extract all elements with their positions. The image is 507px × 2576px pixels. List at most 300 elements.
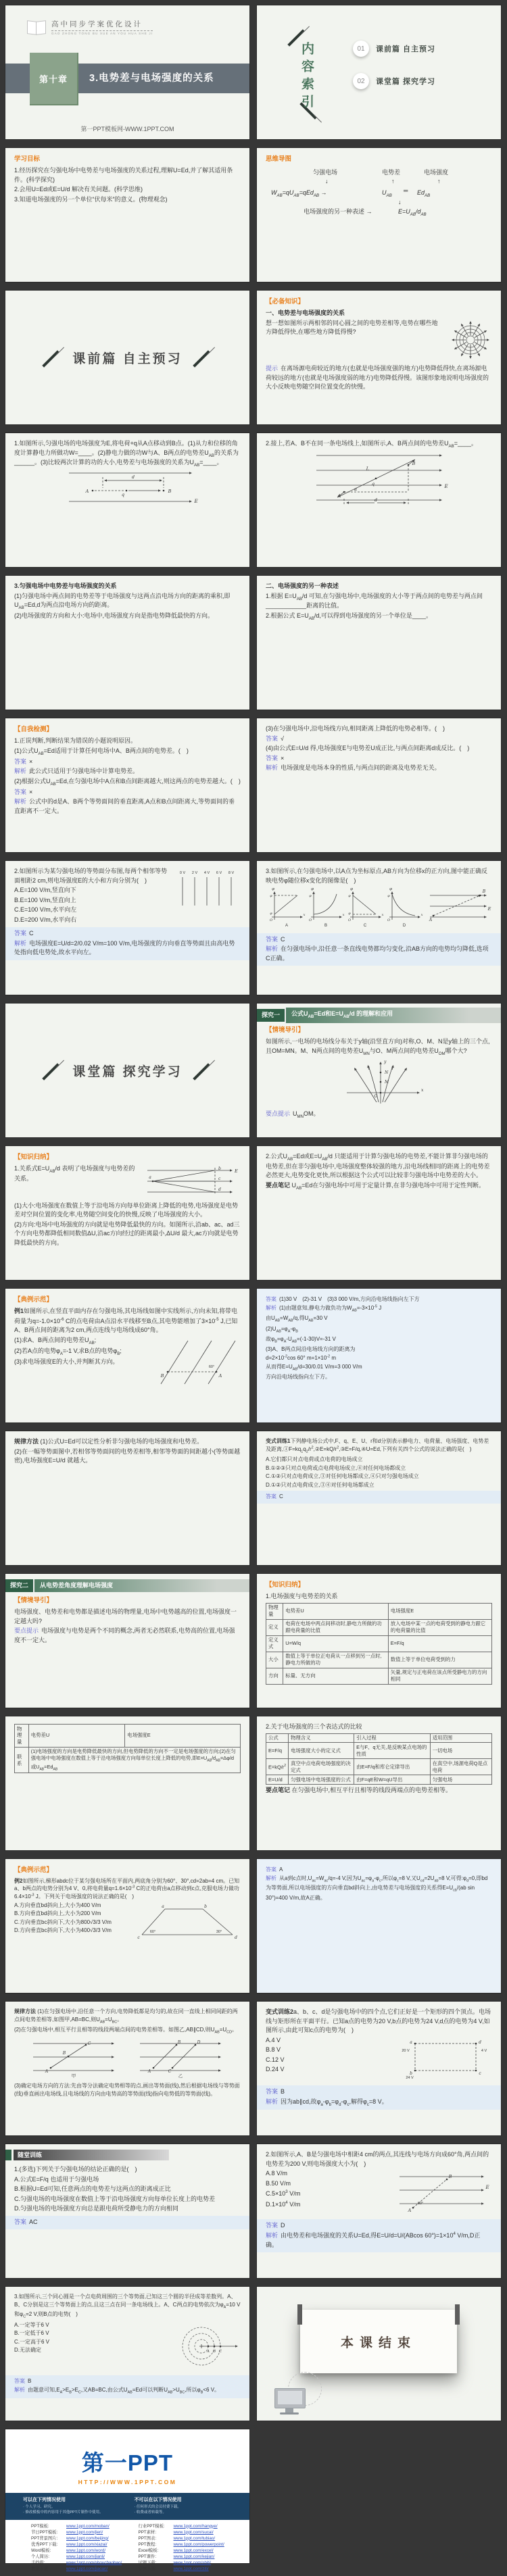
table-cell: 定义式 xyxy=(266,1635,283,1652)
mindmap-node: 电场强度 xyxy=(424,169,449,176)
slide-28-content[interactable] xyxy=(257,1859,501,1993)
link-row xyxy=(139,2542,230,2548)
brand-url[interactable]: HTTP://WWW.1PPT.COM xyxy=(78,2479,177,2485)
labeled-text: 电场强度E=U/d=2/0.02 V/m=100 V/m,电场强度的方向垂直等势面且由高电势处指向低电势处,故水平向左。 xyxy=(14,939,235,956)
paragraph: 1.正误判断,判断结果为错误的小题说明原因。 xyxy=(14,737,137,745)
table-cell: 在真空中,场源电荷Q是点电荷 xyxy=(430,1759,491,1775)
paragraph: (2)在一幅等势面图中,若相邻等势面间的电势差相等,相邻等势面的间距越小(等势面越密),电场强度E=U/d 就越大。 xyxy=(14,1447,240,1464)
label-答案: 答案 xyxy=(266,935,279,943)
link-label: Word模板: xyxy=(31,2548,51,2553)
link-url[interactable]: www.1ppt.com/tubiao/ xyxy=(173,2535,216,2541)
slide-content xyxy=(257,291,501,399)
paragraph: A.4 V xyxy=(266,2036,281,2044)
slide-25-content[interactable] xyxy=(5,1716,249,1850)
text-figure-row xyxy=(14,1164,241,1202)
paragraph: 2.接上,若A、B不在同一条电场线上,如图所示,A、B两点间的电势差$U_{AB}=\_\_\_\_$。 xyxy=(266,440,477,449)
svg-text:q: q xyxy=(121,492,124,498)
link-url[interactable]: www.1ppt.com/shiti/ xyxy=(173,2560,212,2566)
slide-36-empty xyxy=(257,2429,501,2563)
slide-1-cover[interactable] xyxy=(5,5,249,139)
figure-point-charge xyxy=(449,320,492,364)
section-divider xyxy=(5,1004,249,1137)
slide-31-content[interactable] xyxy=(5,2144,249,2278)
explore-tag: 探究二 xyxy=(5,1579,33,1592)
slide-row xyxy=(5,861,502,995)
mindmap-node: 匀强电场 xyxy=(313,169,338,176)
labeled-text: 电场强度是电场本身的性质,与两点间的距离及电势差无关。 xyxy=(281,764,441,771)
lesson-title: 3.电势差与电场强度的关系 xyxy=(89,73,214,84)
svg-text:d: d xyxy=(131,474,135,480)
svg-text:φ: φ xyxy=(310,887,314,891)
labeled-line xyxy=(266,2221,492,2231)
text-figure-row xyxy=(14,2321,241,2374)
svg-text:A: A xyxy=(408,2208,412,2213)
link-row xyxy=(139,2566,230,2572)
svg-text:60°: 60° xyxy=(417,2202,424,2206)
svg-text:b: b xyxy=(218,1166,221,1172)
link-label: PPT素材: xyxy=(138,2529,157,2535)
slide-content xyxy=(5,1574,249,1652)
label-解析: 解析 xyxy=(266,1875,276,1881)
slide-content xyxy=(257,1574,501,1692)
paragraph: 3.知道电场强度的另一个单位“伏每米”的意义。(物理观念) xyxy=(14,195,168,203)
paragraph: $(2)U_{AB}=\varphi_A-\varphi_B$ xyxy=(266,1325,298,1334)
table-row xyxy=(266,1603,492,1619)
paragraph: A.8 V/m xyxy=(266,2170,288,2177)
labeled-line xyxy=(266,935,492,945)
link-url[interactable]: www.1ppt.com/jieri/ xyxy=(66,2529,103,2535)
svg-text:4 V: 4 V xyxy=(481,2048,487,2053)
paragraph: (1)求A、B两点间的电势差$U_{AB}$; xyxy=(14,1336,97,1345)
labeled-line xyxy=(266,735,492,744)
slide-16-content[interactable] xyxy=(257,1004,501,1137)
book-icon xyxy=(27,21,46,34)
svg-text:N: N xyxy=(384,1070,388,1075)
figure-phi-x-options xyxy=(266,886,492,931)
usage-allowed xyxy=(23,2496,103,2516)
slide-content xyxy=(257,576,501,628)
table-cell: 公式 xyxy=(266,1733,289,1743)
table-cell: U=W/q xyxy=(283,1635,389,1652)
slide-26-content[interactable] xyxy=(257,1716,501,1850)
toc-items xyxy=(353,41,435,105)
link-url[interactable]: www.1ppt.com/shouchaobao/ xyxy=(66,2560,122,2566)
toc-item-1[interactable] xyxy=(353,41,435,57)
svg-text:x: x xyxy=(342,913,344,917)
monitor-screen xyxy=(274,2388,306,2408)
paragraph: 电场强度、电势差和电势都是描述电场的物理量,电场中电势越高的位置,电场强度一定越大吗? xyxy=(14,1608,237,1625)
section-heading: 【知识归纳】 xyxy=(266,1581,305,1589)
paragraph: (2)方向:电场中电场强度的方向就是电势降低最快的方向。如图所示,沿ab、ac、ad三个方向电势都降低相同数值ΔU,沿ac方向经过的距离最小,ΔU/d 最大,ac方向就是电势降低最快的方向。 xyxy=(14,1220,240,1246)
table-row xyxy=(15,1725,241,1748)
svg-text:O: O xyxy=(269,918,272,922)
label-解析: 解析 xyxy=(14,939,27,947)
svg-text:φ: φ xyxy=(271,887,274,891)
slide-14-content[interactable] xyxy=(257,861,501,995)
labeled-text: 此公式只适用于匀强电场中计算电势差。 xyxy=(29,768,139,775)
slide-row xyxy=(5,576,502,710)
slide-3-content[interactable] xyxy=(5,148,249,282)
table-row xyxy=(266,1733,492,1743)
table-cell: $E=kQ/r^2$ xyxy=(266,1759,289,1775)
slide-33-content[interactable] xyxy=(5,2287,249,2421)
paragraph: C.E=100 V/m,水平向左 xyxy=(14,906,77,913)
svg-text:y: y xyxy=(383,1059,386,1064)
table-cell: 物理量 xyxy=(266,1603,283,1619)
link-url[interactable]: www.1ppt.com/kejian/ xyxy=(173,2554,215,2560)
table-cell: 物理含义 xyxy=(289,1733,354,1743)
labeled-text: $U_{MN}OM$。 xyxy=(293,1110,320,1120)
svg-text:4 V: 4 V xyxy=(203,871,210,875)
link-row xyxy=(31,2560,122,2566)
paragraph: 方向沿电场线指向左下方。 xyxy=(266,1374,331,1381)
link-row xyxy=(31,2523,122,2529)
slide-row xyxy=(5,1859,502,1993)
end-title: 本课结束 xyxy=(340,2335,416,2350)
slide-7-content[interactable] xyxy=(5,433,249,567)
labeled-text: 因为ab∥cd,故$\varphi_a-\varphi_b=\varphi_d-\varphi_c$,解得$\varphi_c=8$ V。 xyxy=(281,2098,388,2107)
paragraph: D.方向垂直bc斜向下,大小为400√3/3 V/m xyxy=(14,1927,112,1934)
mindmap-node: $W_{AB}=qU_{AB}=qEd_{AB}$ → xyxy=(271,189,327,199)
slide-2-toc[interactable] xyxy=(257,5,501,139)
label-要点提示: 要点提示 xyxy=(14,1627,39,1635)
link-url[interactable]: www.1ppt.com/excel/ xyxy=(173,2548,214,2553)
mindmap-node: 电场强度的另一种表述 → xyxy=(304,208,372,216)
labeled-text: B xyxy=(28,2378,32,2385)
paragraph: (3)确定电场方向的方法:先由等分法确定电势相等的点,画出等势面(线),然后根据电场线与等势面(线)垂直画出电场线,且电场线的方向由电势高的等势面(线)指向电势低的等势面(线)。 xyxy=(14,2083,240,2097)
svg-text:乙: 乙 xyxy=(178,2073,183,2079)
slide-17-content[interactable] xyxy=(5,1146,249,1280)
slide-row xyxy=(5,1716,502,1850)
svg-text:B: B xyxy=(212,2349,216,2354)
label-答案: 答案 xyxy=(14,758,27,765)
svg-text:x: x xyxy=(303,913,305,917)
label-答案: 答案 xyxy=(266,1866,276,1873)
slide-12-content[interactable] xyxy=(257,718,501,852)
pen-stroke-icon xyxy=(189,1057,216,1084)
figure-rect-abcd xyxy=(395,2037,492,2083)
slide-11-content[interactable] xyxy=(5,718,249,852)
table-row xyxy=(266,1775,492,1785)
table-cell: E与F、q无关,是反映某点电场的性质 xyxy=(354,1743,430,1759)
svg-text:A: A xyxy=(207,2349,210,2354)
section-heading: 【情境导引】 xyxy=(266,1026,305,1034)
paragraph: (1)公式$U_{AB}=Ed$适用于计算任何电场中A、B两点间的电势差。( ) xyxy=(14,747,189,756)
table-cell: 电势差U xyxy=(28,1725,124,1748)
label-答案: 答案 xyxy=(14,930,27,937)
labeled-line xyxy=(14,929,241,939)
link-url[interactable]: www.1ppt.com/hangye/ xyxy=(173,2523,218,2529)
paragraph: 1.经历探究在匀强电场中电势差与电场强度的关系过程,理解U=Ed,并了解其适用条件。(科学探究) xyxy=(14,167,233,183)
paragraph: 2.公式$U_{AB}=Ed$或$E=U_{AB}/d$ 只能适用于计算匀强电场的电势差,不能计算非匀强电场的电势差,但在非匀强电场中,电场强度整体较强的地方,沿电场线相同的距离上的电势差必然更大,电势变化更快,所以根据这个公式可以比较非匀强电场中电势差的大小。 xyxy=(266,1153,490,1179)
computer-icon xyxy=(274,2380,322,2415)
section-heading: 思维导图 xyxy=(266,155,292,163)
table-cell: 放入电场中某一点的电荷受到的静电力跟它的电荷量的比值 xyxy=(388,1619,491,1635)
table-cell: (1)电场强度的方向是电势降低最快的方向,但电势降低的方向不一定是电场强度的方向;(2)在匀强电场中电场强度在数值上等于沿电场强度方向每单位长度上降低的电势,即$E=U_{AB}/d_{AB}=\Delta\varphi/d$ 或$U_{AB}=Ed_{AB}$ xyxy=(28,1747,240,1773)
figure-trapezoid xyxy=(132,1902,241,1944)
slide-row xyxy=(5,2144,502,2278)
svg-text:x: x xyxy=(420,913,422,917)
section-heading: 【典例示范】 xyxy=(14,1296,53,1304)
link-label: PPT图表: xyxy=(138,2535,157,2541)
labeled-text: A xyxy=(279,1866,283,1873)
text-figure-row xyxy=(266,319,492,364)
table-row xyxy=(266,1668,492,1684)
svg-text:φ: φ xyxy=(387,895,390,898)
paragraph: C.12 V xyxy=(266,2056,285,2063)
usage-allowed-title: 可以在下列情况使用 xyxy=(23,2498,66,2502)
svg-text:E: E xyxy=(487,906,491,912)
svg-text:φ: φ xyxy=(389,887,392,891)
table-cell: 电势差U xyxy=(283,1603,389,1619)
template-credit: 第一PPT模板网-WWW.1PPT.COM xyxy=(80,126,174,132)
toc-item-2[interactable] xyxy=(353,73,435,89)
slide-10-content[interactable] xyxy=(257,576,501,710)
answer-box xyxy=(257,2085,501,2110)
paragraph: 一、电势差与电场强度的关系 xyxy=(266,309,345,317)
slide-19-content[interactable] xyxy=(5,1289,249,1422)
figure-curved-field xyxy=(266,1058,492,1110)
table-cell: E=F/q xyxy=(388,1635,491,1652)
section-heading: 【知识归纳】 xyxy=(14,1154,53,1161)
slide-34-end[interactable] xyxy=(257,2287,501,2421)
slide-content xyxy=(5,2002,249,2104)
svg-text:A: A xyxy=(429,918,432,922)
svg-text:d: d xyxy=(374,497,377,503)
label-答案: 答案 xyxy=(266,2088,279,2095)
slide-13-content[interactable] xyxy=(5,861,249,995)
usage-item: · 收费或者转载等。 xyxy=(134,2510,166,2515)
slide-30-content[interactable] xyxy=(257,2002,501,2135)
text-column xyxy=(14,867,168,925)
slide-row xyxy=(5,2287,502,2421)
link-row xyxy=(31,2566,122,2572)
answer-box xyxy=(257,2219,501,2253)
slide-15-divider[interactable] xyxy=(5,1004,249,1137)
link-url[interactable]: www.1ppt.com/moban/ xyxy=(66,2523,110,2529)
labeled-line xyxy=(266,2231,492,2250)
link-url[interactable]: www.1ppt.com/jianli/ xyxy=(66,2554,105,2560)
mindmap-node: $E=U_{AB}/d_{AB}$ xyxy=(398,208,427,218)
svg-text:B: B xyxy=(177,2039,180,2045)
slide-4-content[interactable] xyxy=(257,148,501,282)
svg-text:c: c xyxy=(479,2071,481,2076)
paragraph: A.它们都只对点电荷或点电荷的电场成立 xyxy=(266,1456,363,1463)
svg-text:B: B xyxy=(168,489,171,495)
svg-text:φ: φ xyxy=(308,895,312,898)
paragraph: 1.如图所示,匀强电场的电场强度为E,将电荷+q从A点移动到B点。(1)从力和位移的角度计算静电力所做功W=____。(2)静电力做的功W与A、B两点的电势差$U_{AB}$的关系为______。(3)比较两次计算的功的大小,电势差与电场强度的关系为$U_{AB}=\_\_\_\_$。 xyxy=(14,440,239,468)
link-url[interactable]: www.1ppt.com/jiaoan/ xyxy=(66,2567,108,2572)
link-list xyxy=(5,2520,249,2573)
slide-20-content[interactable] xyxy=(257,1289,501,1422)
slide-row xyxy=(5,1146,502,1280)
slide-content xyxy=(257,861,501,972)
figure-jiayi xyxy=(14,2037,241,2082)
book-page xyxy=(36,20,46,35)
link-url[interactable]: www.1ppt.com/powerpoint/ xyxy=(173,2542,224,2547)
paragraph: 从而得$E=U_{AB}/d=30/0.01$ V/m=3 000 V/m xyxy=(266,1363,362,1372)
paragraph: B.①②③只对点电荷或点电荷电场成立,④对任何电场都成立 xyxy=(266,1464,406,1471)
slide-35-brand[interactable] xyxy=(5,2429,249,2572)
brand-logo: 第一PPT xyxy=(81,2450,174,2475)
paragraph: D.匀强电场的电场强度方向总是跟电荷所受静电力的方向相同 xyxy=(14,2205,179,2212)
slide-23-content[interactable] xyxy=(5,1574,249,1708)
svg-text:φ: φ xyxy=(269,912,272,916)
slide-5-divider[interactable] xyxy=(5,291,249,424)
paragraph: A.E=100 V/m,竖直向下 xyxy=(14,887,76,893)
paragraph: 1.(多选)下列关于匀强电场的结论正确的是( ) xyxy=(14,2166,137,2173)
paragraph: D.E=200 V/m,水平向右 xyxy=(14,916,77,923)
slide-27-content[interactable] xyxy=(5,1859,249,1993)
svg-text:A: A xyxy=(218,1372,222,1379)
labeled-line xyxy=(266,764,492,773)
labeled-line xyxy=(14,797,241,816)
paragraph: 2.根据公式 $E=U_{AB}/d$,可以得到电场强度的另一个单位是____。 xyxy=(266,612,432,621)
label-解析: 解析 xyxy=(266,945,279,952)
paragraph: B.根据U=Ed可知,任意两点的电势差与这两点的距离成正比 xyxy=(14,2185,171,2192)
link-row xyxy=(31,2548,122,2554)
label-答案: 答案 xyxy=(266,2221,279,2229)
table-row xyxy=(266,1635,492,1652)
svg-text:c: c xyxy=(218,1176,221,1182)
labeled-line xyxy=(14,1627,241,1645)
figure-field-slant-AB xyxy=(266,450,492,512)
svg-text:φ: φ xyxy=(349,887,353,891)
svg-text:2 V: 2 V xyxy=(191,871,198,875)
svg-text:a: a xyxy=(162,1904,164,1909)
slide-24-content[interactable] xyxy=(257,1574,501,1708)
paragraph: (2)若A点的电势$\varphi_A=-1$ V,求B点的电势$\varphi_B$; xyxy=(14,1347,122,1356)
svg-text:A: A xyxy=(85,489,89,495)
slide-content xyxy=(5,2144,249,2235)
slide-content xyxy=(5,1859,249,1950)
paragraph: 要点笔记 $U_{AB}=Ed$在匀强电场中可用于定量计算,在非匀强电场中可用于定性判断。 xyxy=(266,1181,485,1191)
data-table xyxy=(266,1603,492,1685)
paragraph: 2.会用U=Ed或E=U/d 解决有关问题。(科学思维) xyxy=(14,186,143,193)
paragraph: D.无法确定 xyxy=(14,2347,41,2354)
svg-text:D: D xyxy=(197,2039,200,2045)
banner-square xyxy=(5,2150,11,2160)
mindmap-figure xyxy=(266,168,492,226)
banner-title: 随堂训练 xyxy=(14,2150,169,2160)
slide-content xyxy=(257,148,501,232)
svg-text:C: C xyxy=(218,2349,222,2354)
slide-row xyxy=(5,718,502,852)
table-cell: 由F=qE和W=qU导出 xyxy=(354,1775,430,1785)
svg-text:6 V: 6 V xyxy=(216,871,222,875)
label-解析: 解析 xyxy=(266,1304,276,1311)
link-url[interactable]: www.1ppt.com/ziti/ xyxy=(173,2567,209,2572)
paragraph: 由$U_{AB}=W_{AB}/q$,得$U_{AB}=30$ V xyxy=(266,1315,328,1323)
answer-box xyxy=(5,2375,249,2398)
explore-title: 从电势差角度理解电场强度 xyxy=(33,1579,249,1592)
table-cell: E=F/q xyxy=(266,1743,289,1759)
table-cell: 电场强度E xyxy=(388,1603,491,1619)
table-cell: 数值上等于单位正电荷从一点移到另一点时,静电力所做的功 xyxy=(283,1652,389,1668)
usage-item: · 个人学习、研究。 xyxy=(23,2505,55,2509)
slide-9-content[interactable] xyxy=(5,576,249,710)
paragraph: (2)在匀强电场中,相互平行且相等的线段两端点间的电势差相等。如图乙,AB∥CD,则$U_{AB}=U_{CD}$。 xyxy=(14,2027,238,2035)
svg-text:x: x xyxy=(420,1087,423,1093)
paragraph: (1)匀强电场中两点间的电势差等于电场强度与这两点沿电场方向的距离的乘积,即$U_{AB}=Ed,d$为两点沿电场方向的距离。 xyxy=(14,592,231,610)
slide-18-content[interactable] xyxy=(257,1146,501,1280)
slide-21-content[interactable] xyxy=(5,1431,249,1565)
paragraph: 3.如图所示,三个同心圆是一个点电荷周围的三个等势面,已知这三个圆的半径成等差数列。A、B、C分别是这三个等势面上的点,且这三点在同一条电场线上。A、C两点的电势依次为$\varphi_A=10$ V和$\varphi_C=2$ V,则B点的电势( ) xyxy=(14,2294,241,2319)
labeled-text: 由电势差和电场强度的关系U=Ed,得E=U/d=U/(ABcos $60^\circ)=1\times 10^4$ V/m,D正确。 xyxy=(266,2231,481,2248)
link-label: 试题下载: xyxy=(138,2560,157,2566)
svg-text:x: x xyxy=(381,913,383,917)
label-解析: 解析 xyxy=(266,2098,279,2105)
link-label: 个人简历: xyxy=(31,2554,49,2560)
slide-8-content[interactable] xyxy=(257,433,501,567)
labeled-line xyxy=(14,2218,241,2227)
pen-bar xyxy=(193,350,210,367)
slide-32-content[interactable] xyxy=(257,2144,501,2278)
toc-label: 课堂篇 探究学习 xyxy=(376,78,436,86)
label-要点提示: 要点提示 xyxy=(266,1110,291,1118)
svg-text:甲: 甲 xyxy=(71,2073,76,2079)
paragraph: (3)在匀强电场中,沿电场线方向,相同距离上降低的电势必相等。( ) xyxy=(266,725,445,732)
labeled-line xyxy=(266,1110,492,1120)
labeled-line xyxy=(14,2377,241,2385)
paragraph: 变式训练2a、b、c、d是匀强电场中的四个点,它们正好是一个矩形的四个顶点。电场线与矩形所在平面平行。已知a点的电势为20 V,b点的电势为24 V,d点的电势为4 V,如图所示,由此可知c点的电势为( ) xyxy=(266,2008,491,2033)
section-heading: 【情境导引】 xyxy=(14,1597,53,1604)
pen-stroke-icon xyxy=(39,1057,66,1084)
slide-content xyxy=(5,433,249,516)
slide-6-content[interactable] xyxy=(257,291,501,424)
labeled-line xyxy=(266,754,492,764)
labeled-line xyxy=(266,364,492,392)
labeled-line xyxy=(266,2087,492,2097)
table-row xyxy=(266,1652,492,1668)
link-url[interactable]: www.1ppt.com/xiazai/ xyxy=(66,2542,107,2547)
link-row xyxy=(31,2542,122,2548)
figure-field-horizontal-AB xyxy=(14,469,241,509)
link-label: 教案下载: xyxy=(31,2567,49,2572)
labeled-text: C xyxy=(281,935,285,943)
table-cell: 匀强电场中电场强度的公式 xyxy=(289,1775,354,1785)
slide-row xyxy=(5,5,502,139)
slide-22-content[interactable] xyxy=(257,1431,501,1565)
explore-tag: 探究一 xyxy=(257,1009,285,1022)
link-row xyxy=(31,2535,122,2542)
link-url[interactable]: www.1ppt.com/sucai/ xyxy=(173,2529,214,2535)
text-column xyxy=(14,1164,137,1184)
link-url[interactable]: www.1ppt.com/word/ xyxy=(66,2548,106,2553)
paragraph: $D.1\times 10^4$ V/m xyxy=(266,2200,301,2208)
svg-text:B: B xyxy=(324,924,327,928)
paragraph: 变式训练1下列静电场公式中,F、q、E、U、r和d分别表示静电力、电荷量、电场强度、电势差及距离$,①F=kq_1q_2/r^2,②E=kQ/r^2,③E=F/q,④U=Ed$,下列有关四个公式的说法正确的是( ) xyxy=(266,1438,489,1454)
link-url[interactable]: www.1ppt.com/beijing/ xyxy=(66,2535,109,2541)
label-答案: 答案 xyxy=(14,2218,27,2225)
svg-text:L: L xyxy=(366,466,369,472)
table-row xyxy=(266,1743,492,1759)
svg-text:20 V: 20 V xyxy=(402,2048,410,2053)
svg-text:φ: φ xyxy=(347,912,351,916)
paragraph: B.方向垂直bd斜向上,大小为200 V/m xyxy=(14,1910,101,1917)
figure-concentric-3 xyxy=(178,2322,241,2373)
data-table xyxy=(266,1733,492,1785)
toc-title: 内容索引 xyxy=(299,42,314,112)
svg-text:d: d xyxy=(235,1935,237,1940)
section-heading: 【必备知识】 xyxy=(266,298,305,305)
mindmap-node: 电势差 xyxy=(382,169,401,176)
labeled-text: 在离场源电荷较近的地方(也就是电场强度强的地方)电势降低得快,在离场源电荷较远的地方(也就是电场强度弱的地方)电势降低得慢。该图形象地说明电场强度的大小反映电势随空间位置变化的快慢。 xyxy=(266,365,489,391)
slide-29-content[interactable] xyxy=(5,2002,249,2135)
slide-content xyxy=(257,1004,501,1126)
label-解析: 解析 xyxy=(266,764,279,771)
paragraph: 故$\varphi_B=\varphi_A-U_{AB}=(-1-30)V=-31$ V xyxy=(266,1336,336,1344)
